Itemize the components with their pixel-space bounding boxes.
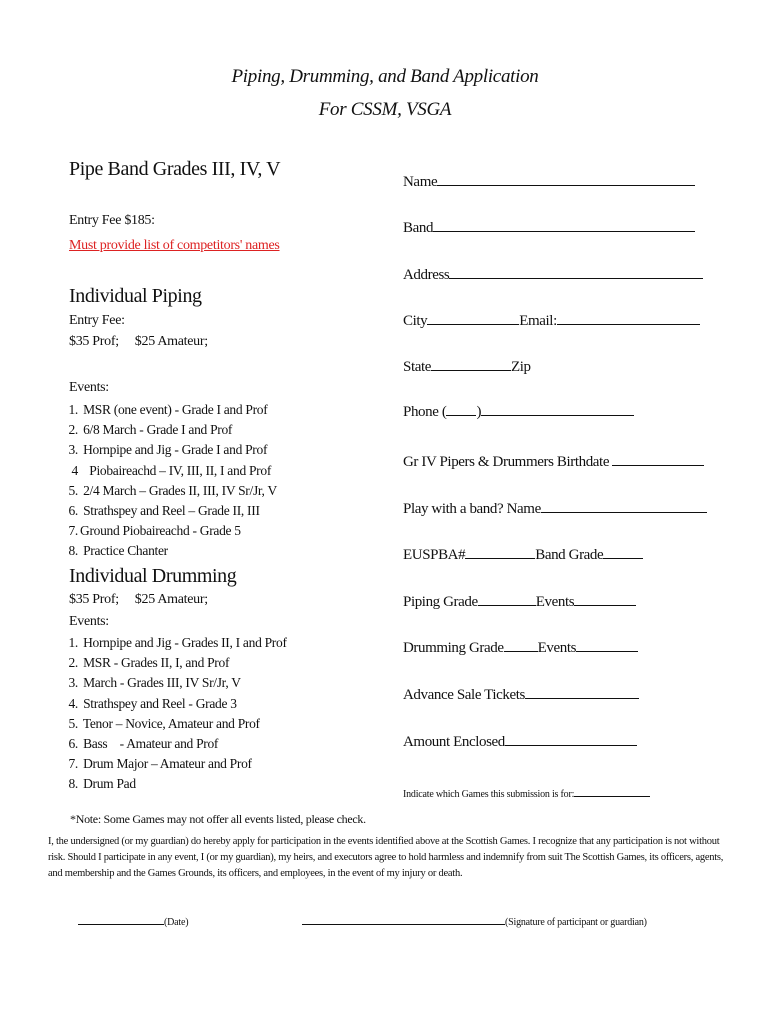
band-grade-line[interactable]	[603, 544, 643, 559]
pipe-band-note: Must provide list of competitors' names	[69, 238, 280, 253]
state-label: State	[403, 359, 431, 375]
list-item: 2. 6/8 March - Grade I and Prof	[68, 422, 233, 438]
name-field[interactable]	[403, 171, 695, 191]
date-line[interactable]	[78, 914, 164, 925]
piping-grade-line[interactable]	[478, 591, 536, 606]
list-item: 1. Hornpipe and Jig - Grades II, I and Prof	[68, 635, 287, 650]
list-item: 7. Drum Major – Amateur and Prof	[68, 756, 252, 772]
piping-fee-label: Entry Fee:	[69, 313, 125, 328]
games-indicator-line[interactable]	[574, 786, 650, 797]
birthdate-line[interactable]	[612, 451, 704, 466]
amount-enclosed-field[interactable]	[403, 731, 637, 751]
piping-events-line[interactable]	[574, 591, 636, 606]
play-with-band-label: Play with a band? Name	[403, 501, 541, 517]
form-subtitle: For CSSM, VSGA	[318, 99, 452, 120]
date-field[interactable]	[78, 914, 188, 928]
drumming-events-label: Events:	[69, 614, 109, 629]
address-line[interactable]	[449, 264, 703, 279]
signature-line[interactable]	[302, 914, 505, 925]
name-line[interactable]	[437, 171, 695, 186]
band-line[interactable]	[433, 217, 695, 232]
pipe-band-fee: Entry Fee $185:	[69, 213, 155, 228]
advance-tickets-label: Advance Sale Tickets	[403, 687, 525, 703]
games-indicator-label: Indicate which Games this submission is for:	[403, 789, 575, 800]
play-with-band-line[interactable]	[541, 498, 707, 513]
signature-label: (Signature of participant or guardian)	[505, 917, 647, 928]
list-item: 8. Practice Chanter	[68, 543, 168, 559]
drumming-fees: $35 Prof; $25 Amateur;	[69, 592, 208, 607]
drumming-grade-line[interactable]	[504, 637, 538, 652]
drumming-events-line[interactable]	[576, 637, 638, 652]
band-grade-label: Band Grade	[535, 547, 604, 563]
individual-drumming-heading: Individual Drumming	[69, 565, 237, 587]
amount-enclosed-line[interactable]	[505, 731, 637, 746]
list-item: 8. Drum Pad	[68, 776, 136, 792]
list-item: 3. Hornpipe and Jig - Grade I and Prof	[68, 442, 268, 458]
piping-events-label: Events:	[69, 380, 109, 395]
advance-tickets-field[interactable]	[403, 684, 639, 704]
band-label: Band	[403, 220, 434, 236]
euspba-field[interactable]	[403, 544, 643, 564]
advance-tickets-line[interactable]	[525, 684, 639, 699]
list-item: 5. Tenor – Novice, Amateur and Prof	[68, 715, 260, 731]
signature-field[interactable]	[302, 914, 647, 928]
individual-piping-heading: Individual Piping	[69, 285, 202, 307]
list-item: 6. Strathspey and Reel – Grade II, III	[68, 503, 260, 519]
phone-label: Phone (	[403, 404, 447, 420]
piping-grade-label: Piping Grade	[403, 594, 478, 610]
list-item: 7. Ground Piobaireachd - Grade 5	[68, 523, 241, 539]
events-note: *Note: Some Games may not offer all events listed, please check.	[70, 812, 366, 826]
band-field[interactable]	[403, 217, 695, 237]
list-item: 6. Bass - Amateur and Prof	[68, 736, 219, 752]
city-line[interactable]	[427, 310, 519, 325]
piping-grade-field[interactable]	[403, 591, 636, 611]
state-zip-field[interactable]	[403, 356, 531, 376]
birthdate-label: Gr IV Pipers & Drummers Birthdate	[403, 454, 610, 470]
phone-line[interactable]	[481, 401, 634, 416]
drumming-events-field-label: Events	[537, 640, 577, 656]
phone-close: )	[476, 404, 482, 420]
form-title: Piping, Drumming, and Band Application	[231, 66, 539, 87]
birthdate-field[interactable]	[403, 451, 704, 471]
list-item: 2. MSR - Grades II, I, and Prof	[68, 655, 230, 671]
list-item: 4 Piobaireachd – IV, III, II, I and Prof	[71, 462, 272, 478]
address-field[interactable]	[403, 264, 703, 284]
drumming-events-list	[56, 633, 287, 795]
city-email-field[interactable]	[403, 310, 700, 330]
euspba-label: EUSPBA#	[403, 547, 466, 563]
state-line[interactable]	[431, 356, 511, 371]
phone-field[interactable]	[403, 401, 634, 421]
city-label: City	[403, 313, 428, 329]
email-line[interactable]	[557, 310, 700, 325]
list-item: 1. MSR (one event) - Grade I and Prof	[68, 402, 268, 417]
games-indicator-field[interactable]	[403, 786, 650, 800]
piping-events-field-label: Events	[535, 594, 575, 610]
list-item: 3. March - Grades III, IV Sr/Jr, V	[68, 675, 241, 691]
zip-label: Zip	[511, 359, 531, 375]
amount-enclosed-label: Amount Enclosed	[403, 734, 505, 750]
euspba-line[interactable]	[465, 544, 535, 559]
list-item: 5. 2/4 March – Grades II, III, IV Sr/Jr, V	[68, 482, 277, 498]
play-with-band-field[interactable]	[403, 498, 707, 518]
pipe-band-heading: Pipe Band Grades III, IV, V	[69, 158, 281, 180]
name-label: Name	[403, 174, 438, 190]
date-label: (Date)	[164, 917, 189, 928]
piping-events-list	[56, 400, 277, 562]
drumming-grade-label: Drumming Grade	[403, 640, 504, 656]
drumming-grade-field[interactable]	[403, 637, 638, 657]
piping-fees: $35 Prof; $25 Amateur;	[69, 334, 208, 349]
email-label: Email:	[519, 313, 557, 329]
list-item: 4. Strathspey and Reel - Grade 3	[68, 695, 237, 711]
waiver-text: I, the undersigned (or my guardian) do hereby apply for participation in the events identified above at the Scottish Games. I recognize that any participation is not without risk. Should I participate in any event, I (or my guardian), my heirs, and executors agree to hold harmless and indemnify from suit The Scottish Games, its officers, agents, and membership and the Games Grounds, its officers, and employees, in the event of my injury or death.	[48, 836, 724, 879]
area-code-line[interactable]	[446, 401, 476, 416]
address-label: Address	[403, 267, 450, 283]
